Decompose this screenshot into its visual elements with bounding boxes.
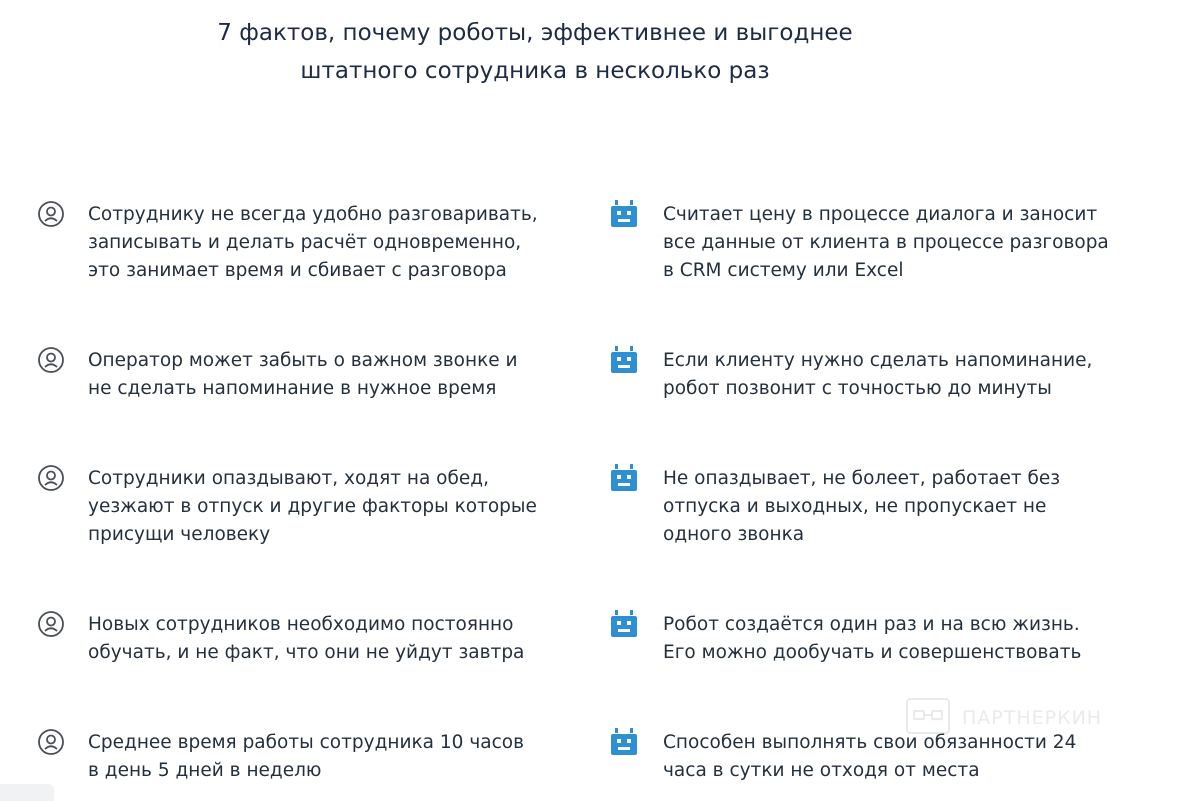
human-fact-1 xyxy=(36,201,588,285)
watermark-logo-icon xyxy=(906,698,950,738)
robot-fact-text: Не опаздывает, не болеет, работает без отпуска и выходных, не пропускает не одного звонка xyxy=(663,468,1061,545)
human-fact-4 xyxy=(36,611,588,667)
robot-fact-1 xyxy=(609,201,1173,285)
human-fact-text: Новых сотрудников необходимо постоянно обучать, и не факт, что они не уйдут завтра xyxy=(88,614,525,663)
robot-icon xyxy=(609,345,639,375)
human-fact-text: Среднее время работы сотрудника 10 часов в день 5 дней в неделю xyxy=(88,732,524,781)
robot-icon xyxy=(609,463,639,493)
person-icon xyxy=(36,609,66,639)
robot-icon xyxy=(609,727,639,757)
watermark-text: ПАРТНЕРКИН xyxy=(962,707,1103,729)
corner-tab[interactable] xyxy=(0,784,54,801)
robot-fact-2 xyxy=(609,347,1173,403)
human-fact-2 xyxy=(36,347,588,403)
robot-fact-text: Если клиенту нужно сделать напоминание, робот позвонит с точностью до минуты xyxy=(663,350,1093,399)
robot-icon xyxy=(609,609,639,639)
robot-fact-3 xyxy=(609,465,1173,549)
person-icon xyxy=(36,345,66,375)
person-icon xyxy=(36,199,66,229)
robot-fact-text: Считает цену в процессе диалога и заносит все данные от клиента в процессе разговора в CRM систему или Excel xyxy=(663,204,1109,281)
robot-fact-text: Способен выполнять свои обязанности 24 часа в сутки не отходя от места xyxy=(663,732,1077,781)
page-title-line-1: 7 фактов, почему роботы, эффективнее и выгоднее xyxy=(217,20,853,46)
human-fact-5 xyxy=(36,729,588,785)
robot-icon xyxy=(609,199,639,229)
watermark xyxy=(906,700,1146,736)
human-fact-3 xyxy=(36,465,588,549)
page-title xyxy=(0,14,1070,90)
robot-fact-text: Робот создаётся один раз и на всю жизнь. Его можно дообучать и совершенствовать xyxy=(663,614,1082,663)
person-icon xyxy=(36,727,66,757)
human-fact-text: Сотрудники опаздывают, ходят на обед, уезжают в отпуск и другие факторы которые присущи человеку xyxy=(88,468,537,545)
human-fact-text: Оператор может забыть о важном звонке и не сделать напоминание в нужное время xyxy=(88,350,518,399)
page-title-line-2: штатного сотрудника в несколько раз xyxy=(300,58,770,84)
robot-fact-5 xyxy=(609,729,1173,785)
robot-fact-4 xyxy=(609,611,1173,667)
person-icon xyxy=(36,463,66,493)
human-fact-text: Сотруднику не всегда удобно разговаривать, записывать и делать расчёт одновременно, это занимает время и сбивает с разговора xyxy=(88,204,538,281)
